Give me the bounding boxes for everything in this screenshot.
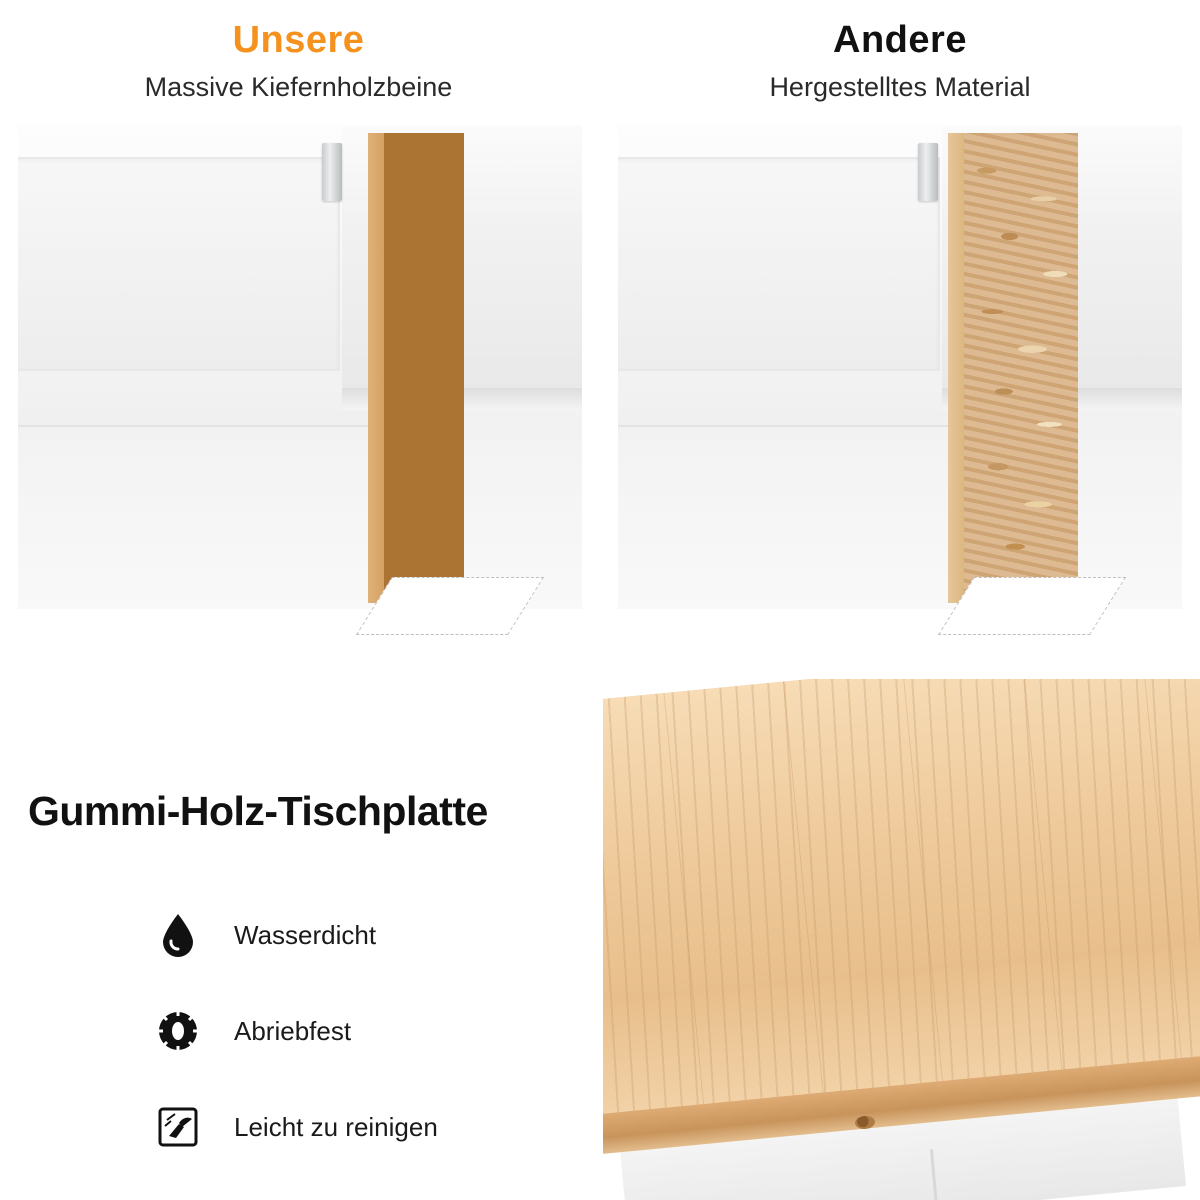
feature-easy-to-clean: [150, 1079, 600, 1175]
leg-front-face: [964, 133, 1078, 603]
comparison-column-ours: [0, 0, 600, 676]
solid-pine-leg: [368, 133, 464, 603]
feature-list: [150, 887, 600, 1175]
feature-label: Leicht zu reinigen: [234, 1112, 438, 1142]
subline-ours: Massive Kiefernholzbeine: [144, 72, 453, 102]
bottom-row: [0, 679, 1200, 1200]
vertical-divider: [598, 0, 602, 676]
headline-others: Andere: [833, 19, 967, 61]
solid-pine-leg-photo: [18, 125, 582, 665]
particle-board-leg: [948, 133, 1078, 603]
rubber-wood-tabletop-photo: [600, 679, 1200, 1200]
feature-label: Abriebfest: [234, 1016, 352, 1046]
abrasion-wheel-icon: [150, 1003, 206, 1059]
hinge-icon: [322, 143, 342, 201]
leg-edge-highlight: [948, 133, 964, 603]
headline-ours: Unsere: [232, 19, 365, 61]
hinge-icon: [918, 143, 938, 201]
cabinet-door-panel: [618, 157, 940, 371]
leg-front-face: [384, 133, 464, 603]
feature-waterproof: [150, 887, 600, 983]
water-drop-icon: [150, 907, 206, 963]
feature-abrasion-resistant: [150, 983, 600, 1079]
features-panel: [0, 679, 600, 1200]
particle-board-leg-photo: [618, 125, 1182, 665]
comparison-column-others: [600, 0, 1200, 676]
leg-edge-highlight: [368, 133, 384, 603]
subline-others: Hergestelltes Material: [769, 72, 1031, 102]
page-title: Gummi-Holz-Tischplatte: [28, 788, 488, 834]
cabinet-door-panel: [18, 157, 340, 371]
feature-label: Wasserdicht: [234, 920, 377, 950]
cleaning-hand-icon: [150, 1099, 206, 1155]
